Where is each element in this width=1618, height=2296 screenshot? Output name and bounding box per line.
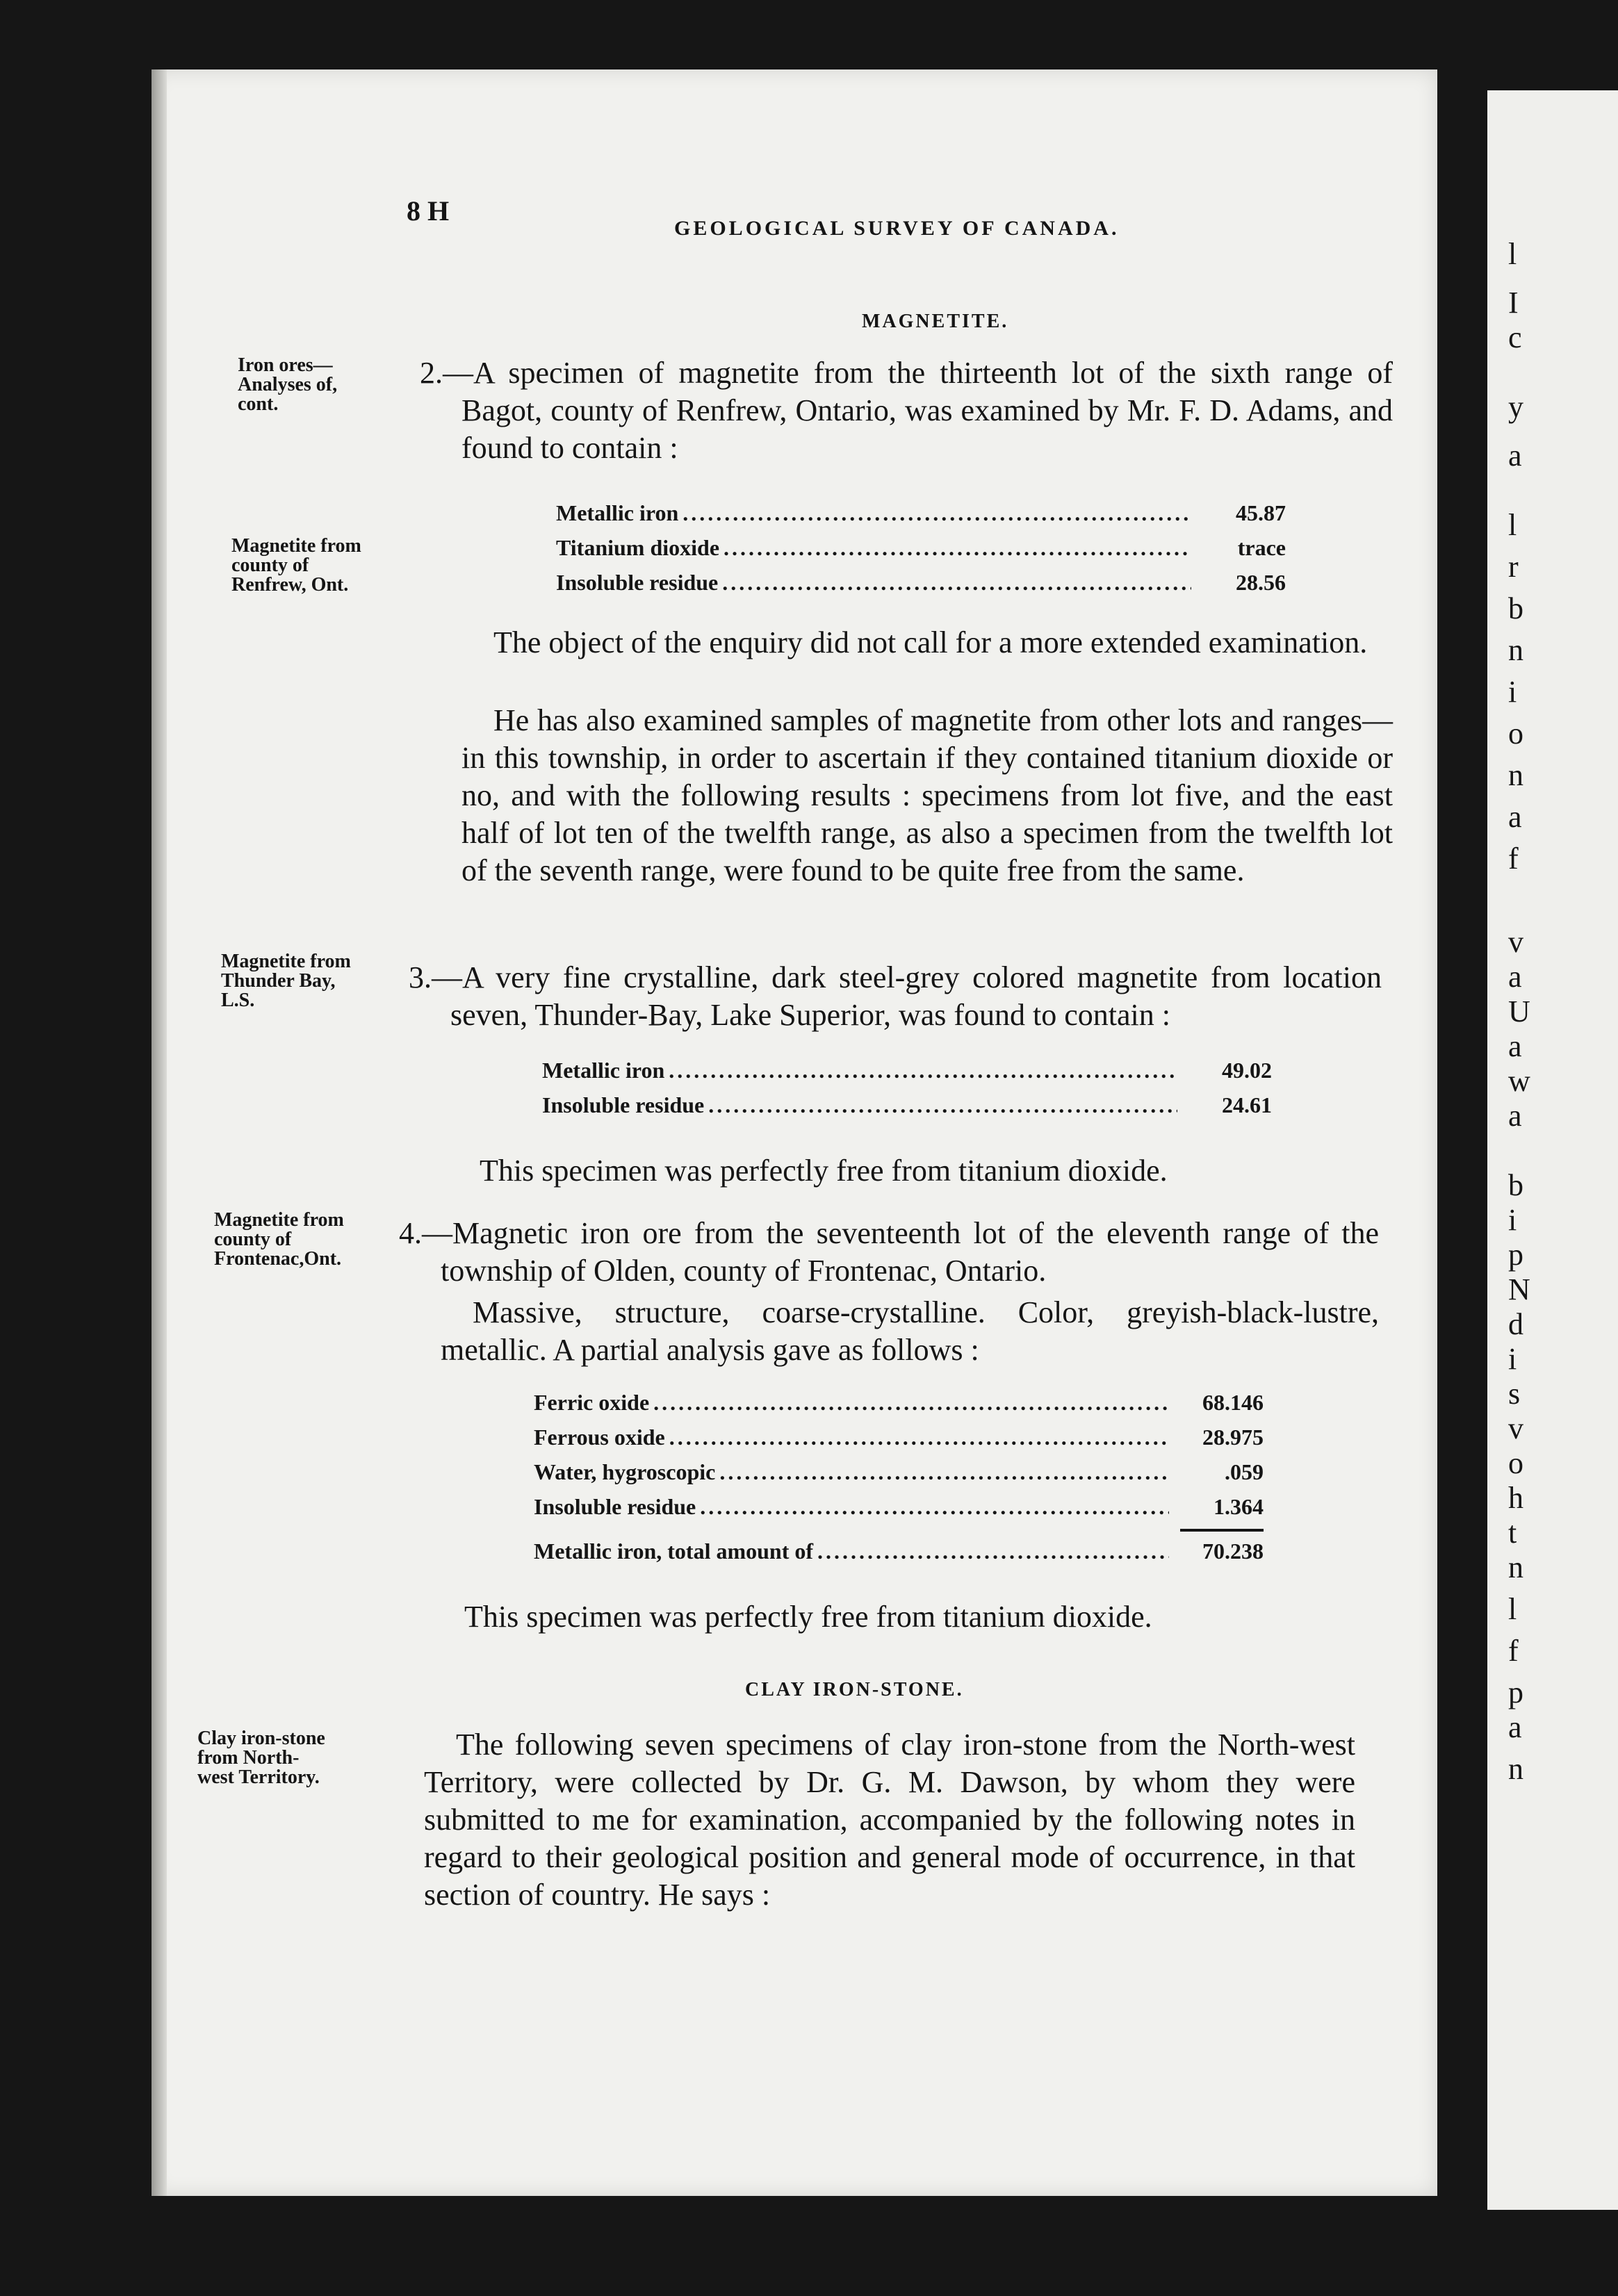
facing-page-letter: v xyxy=(1508,925,1523,959)
table-value: 28.975 xyxy=(1202,1425,1264,1450)
table-value: .059 xyxy=(1225,1459,1264,1484)
table-row-total xyxy=(534,1539,1264,1573)
analysis-table-renfrew xyxy=(556,500,1286,605)
table-value: 49.02 xyxy=(1222,1058,1272,1083)
margin-note-line: county of xyxy=(214,1229,292,1250)
margin-note-line: L.S. xyxy=(221,990,255,1011)
facing-page-letter: b xyxy=(1508,591,1523,625)
facing-page-letter: a xyxy=(1508,438,1522,473)
facing-page-letter: a xyxy=(1508,1099,1522,1133)
facing-page-letter: n xyxy=(1508,1550,1523,1584)
table-label: Metallic iron xyxy=(542,1058,665,1083)
table-row xyxy=(542,1058,1272,1092)
table-label: Insoluble residue xyxy=(556,570,719,595)
facing-page-letter: p xyxy=(1508,1238,1523,1272)
table-value: 28.56 xyxy=(1236,570,1286,595)
margin-note-line: Thunder Bay, xyxy=(221,970,336,992)
margin-note-renfrew xyxy=(231,536,361,595)
table-row xyxy=(556,535,1286,570)
running-title: GEOLOGICAL SURVEY OF CANADA. xyxy=(674,217,1120,240)
facing-page-letter: a xyxy=(1508,800,1522,834)
table-row xyxy=(534,1494,1264,1529)
facing-page-letter: a xyxy=(1508,1029,1522,1063)
table-label: Metallic iron, total amount of xyxy=(534,1539,814,1564)
facing-page-letter: o xyxy=(1508,716,1523,751)
margin-note-line: Renfrew, Ont. xyxy=(231,574,349,596)
table-value: 70.238 xyxy=(1202,1539,1264,1564)
table-row xyxy=(534,1390,1264,1425)
table-row xyxy=(556,570,1286,605)
facing-page-letter: s xyxy=(1508,1377,1521,1411)
margin-note-frontenac xyxy=(214,1211,344,1269)
facing-page-letter: b xyxy=(1508,1168,1523,1202)
margin-note-line: Clay iron-stone xyxy=(197,1728,325,1749)
facing-page-letter: i xyxy=(1508,1342,1517,1376)
table-value: trace xyxy=(1237,535,1286,560)
facing-page-letter: w xyxy=(1508,1064,1530,1098)
facing-page-letter: f xyxy=(1508,842,1519,876)
facing-page-letter: h xyxy=(1508,1481,1523,1515)
facing-page-letter: r xyxy=(1508,550,1519,584)
facing-page-letter: f xyxy=(1508,1634,1519,1668)
table-label: Titanium dioxide xyxy=(556,535,720,560)
section-title-magnetite: MAGNETITE. xyxy=(862,311,1009,332)
table-value: 68.146 xyxy=(1202,1390,1264,1415)
margin-note-line: Magnetite from xyxy=(221,951,351,972)
analysis-table-thunder-bay xyxy=(542,1058,1272,1127)
paragraph-2: 2.—A specimen of magnetite from the thirteenth lot of the sixth range of Bagot, county of Renfrew, Ontario, was examined by Mr. F. D. Adams, and found to contain : xyxy=(420,356,1393,465)
page-binding-edge xyxy=(152,69,167,2196)
facing-page-letter: n xyxy=(1508,758,1523,792)
paragraph-4: 4.—Magnetic iron ore from the seventeenth lot of the eleventh range of the township of Olden, county of Frontenac, Ontario. xyxy=(399,1216,1379,1288)
facing-page-letter: i xyxy=(1508,1203,1517,1237)
margin-note-line: Magnetite from xyxy=(231,535,361,557)
margin-note-thunder-bay xyxy=(221,952,351,1010)
facing-page-letter: p xyxy=(1508,1675,1523,1709)
facing-page-letter: U xyxy=(1508,994,1530,1028)
margin-note-line: cont. xyxy=(238,393,279,415)
analysis-table-frontenac xyxy=(534,1390,1264,1573)
page-number: 8 H xyxy=(407,195,450,227)
table-label: Insoluble residue xyxy=(534,1494,696,1519)
table-row xyxy=(556,500,1286,535)
table-label: Ferric oxide xyxy=(534,1390,650,1415)
margin-note-line: Iron ores— xyxy=(238,354,333,376)
margin-note-clay xyxy=(197,1729,325,1787)
margin-note-line: Frontenac,Ont. xyxy=(214,1248,342,1270)
paragraph-3: 3.—A very fine crystalline, dark steel-grey colored magnetite from location seven, Thunder-Bay, Lake Superior, was found to contain : xyxy=(409,960,1382,1032)
table-label: Ferrous oxide xyxy=(534,1425,665,1450)
facing-page-letter: c xyxy=(1508,320,1522,354)
margin-note-line: Analyses of, xyxy=(238,374,338,395)
margin-note-line: west Territory. xyxy=(197,1766,320,1788)
paragraph-clay: The following seven specimens of clay iron-stone from the North-west Territory, were collected by Dr. G. M. Dawson, by whom they were submitted to me for examination, accompanied by the following notes in regard to their geological position and general mode of occurrence, in that section of country. He says : xyxy=(424,1728,1355,1912)
facing-page-letter: a xyxy=(1508,1710,1522,1744)
facing-page-letter: l xyxy=(1508,1592,1517,1626)
facing-page-letter: n xyxy=(1508,633,1523,667)
table-label: Insoluble residue xyxy=(542,1092,705,1117)
paragraph-also-examined: He has also examined samples of magnetite from other lots and ranges—in this township, in order to ascertain if they contained titanium dioxide or no, and with the following results : specimens from lot five, and the east half of lot ten of the twelfth range, as also a specimen from the twelfth lot of the seventh range, were found to be quite free from the same. xyxy=(461,703,1393,887)
table-value: 1.364 xyxy=(1214,1494,1264,1519)
facing-page-letter: o xyxy=(1508,1446,1523,1480)
facing-page-letter: d xyxy=(1508,1307,1523,1341)
facing-page-letter: y xyxy=(1508,390,1523,424)
facing-page-letter: v xyxy=(1508,1411,1523,1445)
facing-page-letter: n xyxy=(1508,1752,1523,1786)
margin-note-line: from North- xyxy=(197,1747,300,1769)
section-title-clay-iron-stone: CLAY IRON-STONE. xyxy=(745,1679,964,1700)
table-row xyxy=(534,1425,1264,1459)
table-value: 24.61 xyxy=(1222,1092,1272,1117)
margin-note-line: Magnetite from xyxy=(214,1209,344,1231)
facing-page-fragment xyxy=(1487,90,1618,2210)
sum-rule xyxy=(1180,1529,1264,1532)
paragraph-4-massive: Massive, structure, coarse-crystalline. Color, greyish-black-lustre, metallic. A partial analysis gave as follows : xyxy=(441,1295,1379,1367)
table-row xyxy=(542,1092,1272,1127)
paragraph-3-free: This specimen was perfectly free from titanium dioxide. xyxy=(480,1154,1168,1188)
margin-note-iron-ores xyxy=(238,356,337,414)
facing-page-letter: N xyxy=(1508,1272,1530,1306)
paragraph-object: The object of the enquiry did not call for a more extended examination. xyxy=(493,625,1368,659)
table-label: Water, hygroscopic xyxy=(534,1459,716,1484)
margin-note-line: county of xyxy=(231,555,309,576)
facing-page-letter: l xyxy=(1508,508,1517,542)
facing-page-letter: I xyxy=(1508,286,1519,320)
table-row xyxy=(534,1459,1264,1494)
paragraph-4-free: This specimen was perfectly free from titanium dioxide. xyxy=(464,1600,1152,1634)
facing-page-letter: t xyxy=(1508,1516,1517,1550)
facing-page-letter: i xyxy=(1508,675,1517,709)
facing-page-letter: l xyxy=(1508,237,1517,271)
table-label: Metallic iron xyxy=(556,500,679,525)
table-value: 45.87 xyxy=(1236,500,1286,525)
facing-page-letter: a xyxy=(1508,960,1522,994)
